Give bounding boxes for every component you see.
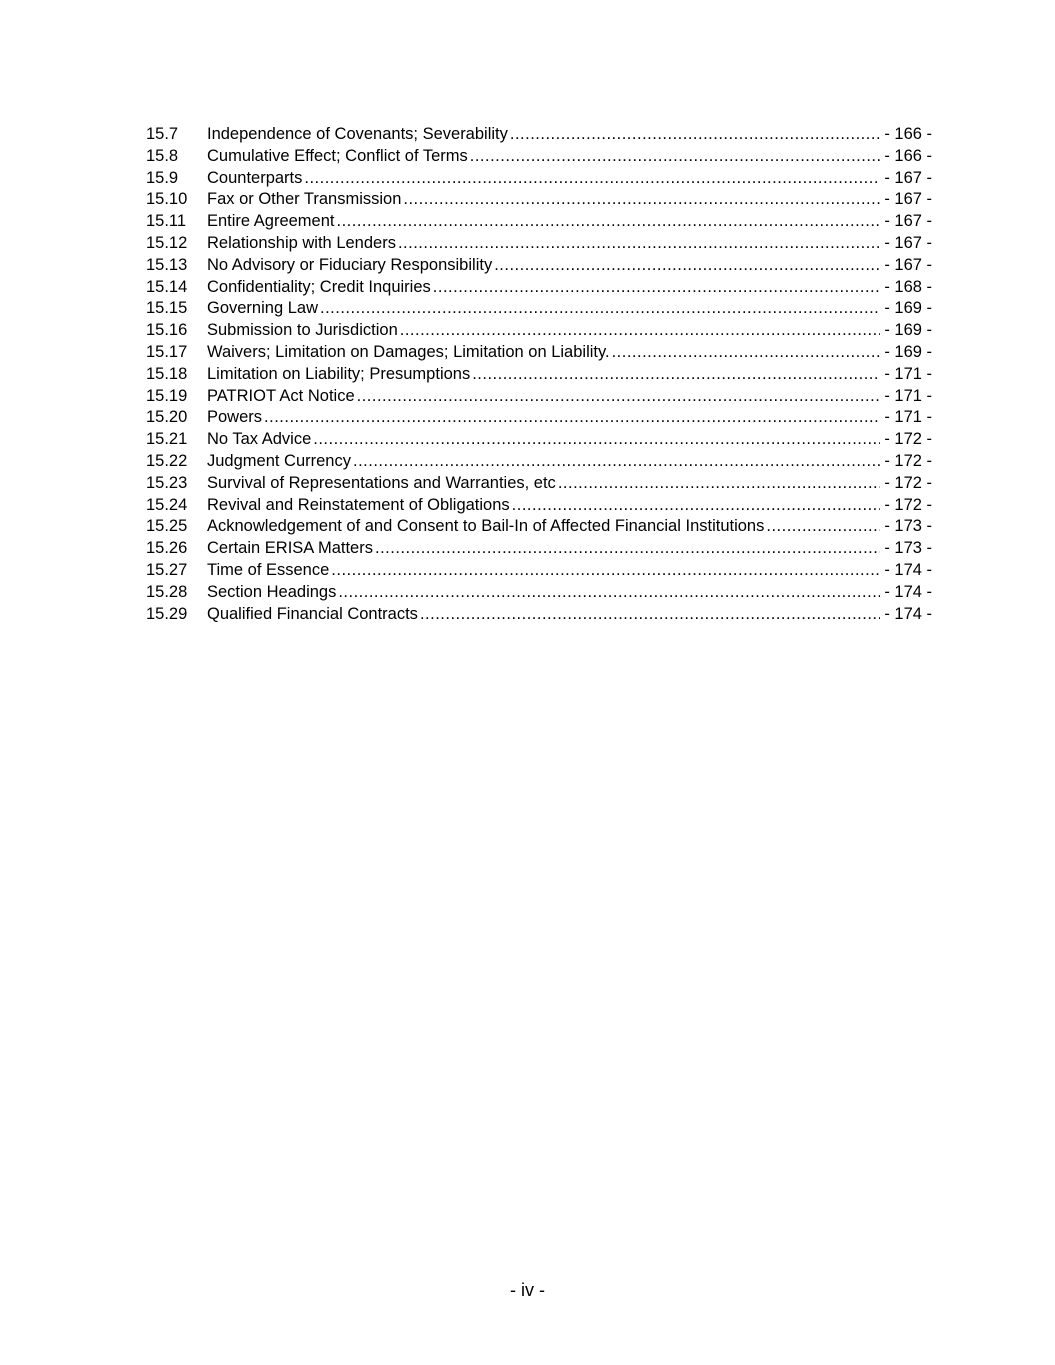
toc-section-title: Powers (207, 408, 263, 427)
toc-page-number: - 174 - (884, 560, 932, 579)
toc-section-title: Confidentiality; Credit Inquiries (207, 277, 431, 296)
toc-section-number: 15.29 (146, 604, 188, 623)
toc-dot-leader (420, 604, 880, 626)
toc-dot-leader (320, 298, 880, 320)
toc-section-title: Qualified Financial Contracts (207, 604, 418, 623)
toc-page-number: - 171 - (884, 408, 932, 427)
toc-section-number: 15.18 (146, 364, 188, 383)
toc-entry (146, 146, 932, 168)
toc-section-title: Cumulative Effect; Conflict of Terms (207, 146, 468, 165)
toc-dot-leader (558, 473, 881, 495)
toc-dot-leader (403, 189, 880, 211)
toc-entry (146, 473, 932, 495)
toc-section-number: 15.14 (146, 277, 188, 296)
toc-section-title: Judgment Currency (207, 451, 351, 470)
toc-page-number: - 167 - (884, 255, 932, 274)
toc-page-number: - 172 - (884, 451, 932, 470)
toc-page-number: - 167 - (884, 233, 932, 252)
toc-dot-leader (512, 495, 881, 517)
toc-section-number: 15.28 (146, 582, 188, 601)
toc-dot-leader (331, 560, 880, 582)
toc-dot-leader (313, 429, 880, 451)
toc-page-number: - 174 - (884, 582, 932, 601)
toc-section-title: PATRIOT Act Notice (207, 386, 355, 405)
toc-section-number: 15.9 (146, 168, 179, 187)
toc-entry (146, 211, 932, 233)
toc-page-number: - 172 - (884, 430, 932, 449)
toc-section-number: 15.20 (146, 408, 188, 427)
toc-dot-leader (338, 582, 880, 604)
toc-section-title: Fax or Other Transmission (207, 190, 402, 209)
toc-entry (146, 604, 932, 626)
toc-dot-leader (375, 538, 880, 560)
toc-page-number: - 167 - (884, 190, 932, 209)
toc-section-number: 15.16 (146, 321, 188, 340)
toc-entry (146, 124, 932, 146)
toc-entry (146, 560, 932, 582)
toc-section-number: 15.23 (146, 473, 188, 492)
toc-section-number: 15.7 (146, 125, 179, 143)
toc-section-number: 15.17 (146, 342, 188, 361)
toc-section-title: Survival of Representations and Warranties, etc (207, 473, 556, 492)
toc-entry (146, 189, 932, 211)
toc-page-number: - 171 - (884, 386, 932, 405)
toc-section-number: 15.27 (146, 560, 188, 579)
toc-entry (146, 386, 932, 408)
toc-dot-leader (766, 516, 880, 538)
toc-section-title: Certain ERISA Matters (207, 539, 373, 558)
toc-section-number: 15.13 (146, 255, 188, 274)
toc-section-title: Waivers; Limitation on Damages; Limitation on Liability. (207, 342, 610, 361)
toc-entry (146, 538, 932, 560)
toc-entry (146, 407, 932, 429)
toc-entry (146, 255, 932, 277)
toc-section-number: 15.19 (146, 386, 188, 405)
toc-section-number: 15.26 (146, 539, 188, 558)
toc-page-number: - 171 - (884, 364, 932, 383)
toc-section-number: 15.10 (146, 190, 188, 209)
toc-entry (146, 582, 932, 604)
toc-dot-leader (510, 124, 880, 146)
toc-section-number: 15.11 (146, 212, 187, 231)
toc-section-number: 15.25 (146, 517, 188, 536)
toc-dot-leader (470, 146, 881, 168)
toc-section-number: 15.8 (146, 146, 179, 165)
toc-page-number: - 168 - (884, 277, 932, 296)
toc-page-number: - 167 - (884, 168, 932, 187)
page-number-footer: - iv - (510, 1280, 545, 1300)
toc-page-number: - 174 - (884, 604, 932, 623)
toc-entry (146, 277, 932, 299)
toc-section-number: 15.12 (146, 233, 188, 252)
toc-section-title: Limitation on Liability; Presumptions (207, 364, 471, 383)
toc-dot-leader (357, 386, 881, 408)
toc-entry (146, 342, 932, 364)
toc-page-number: - 167 - (884, 212, 932, 231)
toc-section-title: Counterparts (207, 168, 303, 187)
toc-entry (146, 320, 932, 342)
toc-section-number: 15.22 (146, 451, 188, 470)
toc-entry (146, 233, 932, 255)
toc-section-title: Relationship with Lenders (207, 233, 396, 252)
toc-page-number: - 172 - (884, 473, 932, 492)
toc-dot-leader (400, 320, 881, 342)
toc-section-number: 15.15 (146, 299, 188, 318)
toc-entry (146, 298, 932, 320)
toc-dot-leader (353, 451, 880, 473)
toc-entry (146, 168, 932, 190)
toc-section-number: 15.24 (146, 495, 188, 514)
toc-section-title: Entire Agreement (207, 212, 335, 231)
toc-page-number: - 166 - (884, 146, 932, 165)
toc-section-title: Independence of Covenants; Severability (207, 125, 508, 143)
toc-section-title: No Tax Advice (207, 430, 312, 449)
toc-section-title: Acknowledgement of and Consent to Bail-In of Affected Financial Institutions (207, 517, 765, 536)
toc-page-number: - 172 - (884, 495, 932, 514)
toc-page-number: - 169 - (884, 299, 932, 318)
toc-entry (146, 451, 932, 473)
toc-section-title: Revival and Reinstatement of Obligations (207, 495, 510, 514)
toc-entry (146, 364, 932, 386)
toc-entry (146, 429, 932, 451)
toc-page-number: - 173 - (884, 517, 932, 536)
toc-section-title: Time of Essence (207, 560, 330, 579)
toc-section-title: Section Headings (207, 582, 337, 601)
toc-dot-leader (264, 407, 880, 429)
toc-entry (146, 516, 932, 538)
table-of-contents (146, 124, 932, 625)
toc-dot-leader (433, 277, 881, 299)
toc-page-number: - 166 - (884, 125, 932, 143)
toc-dot-leader (398, 233, 880, 255)
toc-dot-leader (304, 168, 880, 190)
toc-dot-leader (472, 364, 880, 386)
toc-section-number: 15.21 (146, 430, 188, 449)
toc-section-title: No Advisory or Fiduciary Responsibility (207, 255, 493, 274)
toc-page-number: - 169 - (884, 321, 932, 340)
toc-dot-leader (337, 211, 881, 233)
toc-dot-leader (494, 255, 880, 277)
toc-page-number: - 173 - (884, 539, 932, 558)
toc-page-number: - 169 - (884, 342, 932, 361)
toc-section-title: Governing Law (207, 299, 318, 318)
toc-entry (146, 495, 932, 517)
toc-dot-leader (612, 342, 881, 364)
toc-section-title: Submission to Jurisdiction (207, 321, 398, 340)
